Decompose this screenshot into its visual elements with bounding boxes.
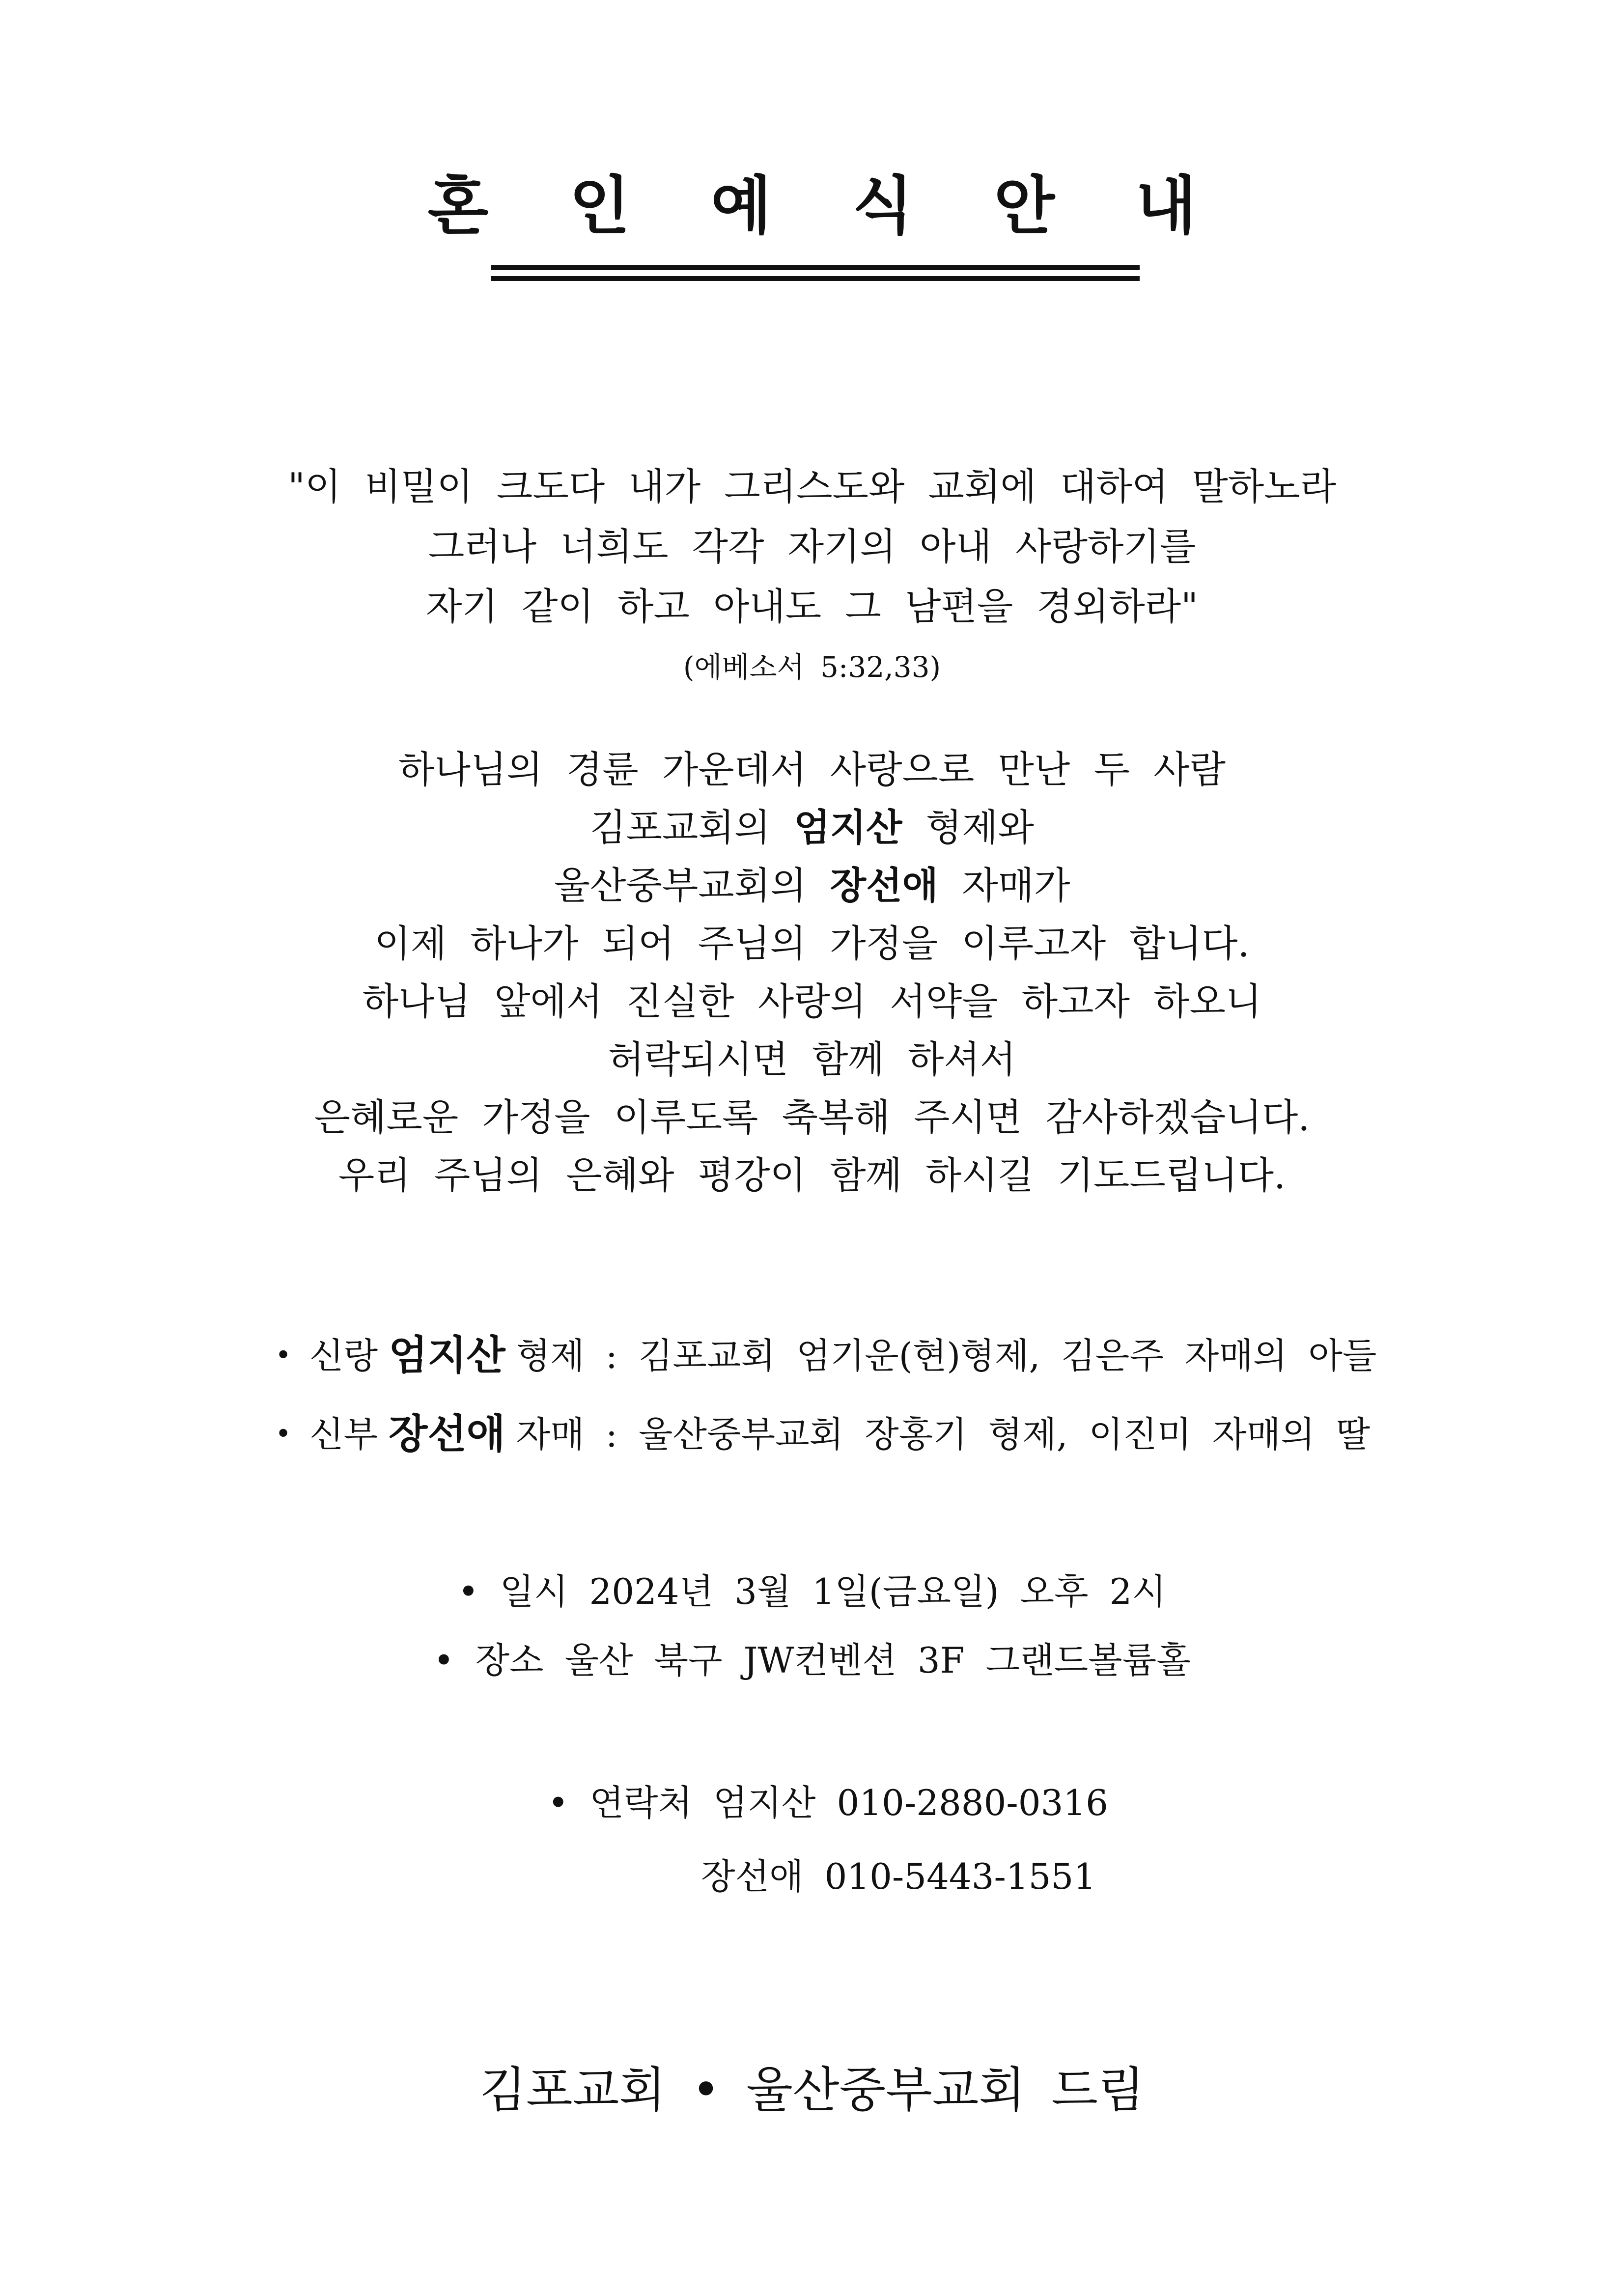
groom-name-inline: 엄지산 — [794, 806, 902, 849]
bride-role: 신부 — [309, 1414, 378, 1455]
body-line: 우리 주님의 은혜와 평강이 함께 하시길 기도드립니다. — [338, 1153, 1286, 1197]
couple-info — [275, 1316, 1376, 1474]
body-line: 은혜로운 가정을 이루도록 축복해 주시면 감사하겠습니다. — [314, 1095, 1310, 1139]
bullet-icon: • — [275, 1340, 292, 1371]
invitation-body — [0, 741, 1624, 1204]
groom-role: 신랑 — [309, 1335, 378, 1376]
verse-line: "이 비밀이 크도다 내가 그리스도와 교회에 대하여 말하노라 — [287, 465, 1337, 508]
scripture-verse — [0, 457, 1624, 637]
body-line: 울산중부교회의 장선애 자매가 — [554, 864, 1070, 907]
body-line: 이제 하나가 되어 주님의 가정을 이루고자 합니다. — [374, 922, 1250, 965]
title-divider-bottom — [491, 276, 1140, 281]
body-line: 하나님 앞에서 진실한 사랑의 서약을 하고자 하오니 — [362, 980, 1262, 1023]
groom-name: 엄지산 — [389, 1332, 505, 1379]
event-place: • 장소 울산 북구 JW컨벤션 3F 그랜드볼륨홀 — [433, 1640, 1191, 1681]
bullet-icon: • — [275, 1418, 292, 1450]
title-divider-top — [491, 265, 1140, 270]
verse-reference: (에베소서 5:32,33) — [683, 650, 941, 684]
bride-row — [275, 1395, 1376, 1474]
groom-row — [275, 1316, 1376, 1395]
contact-bride: 장선애 010-5443-1551 — [701, 1856, 1096, 1897]
signature-footer: 김포교회 • 울산중부교회 드림 — [479, 2062, 1145, 2118]
bride-name: 장선애 — [389, 1411, 505, 1457]
body-line: 허락되시면 함께 하셔서 — [608, 1037, 1016, 1081]
bride-name-inline: 장선애 — [830, 864, 938, 907]
groom-detail: 형제 : 김포교회 엄기운(현)형제, 김은주 자매의 아들 — [516, 1335, 1377, 1376]
contact-info — [548, 1773, 1108, 1921]
verse-line: 자기 같이 하고 아내도 그 남편을 경외하라" — [426, 585, 1198, 628]
contact-groom: • 연락처 엄지산 010-2880-0316 — [548, 1782, 1108, 1823]
event-info — [0, 1562, 1624, 1700]
verse-line: 그러나 너희도 각각 자기의 아내 사랑하기를 — [428, 525, 1196, 568]
body-line: 김포교회의 엄지산 형제와 — [590, 806, 1034, 849]
body-line: 하나님의 경륜 가운데서 사랑으로 만난 두 사람 — [398, 748, 1226, 791]
page-title: 혼 인 예 식 안 내 — [427, 169, 1226, 243]
event-datetime: • 일시 2024년 3월 1일(금요일) 오후 2시 — [458, 1571, 1166, 1612]
bride-detail: 자매 : 울산중부교회 장홍기 형제, 이진미 자매의 딸 — [516, 1414, 1371, 1455]
